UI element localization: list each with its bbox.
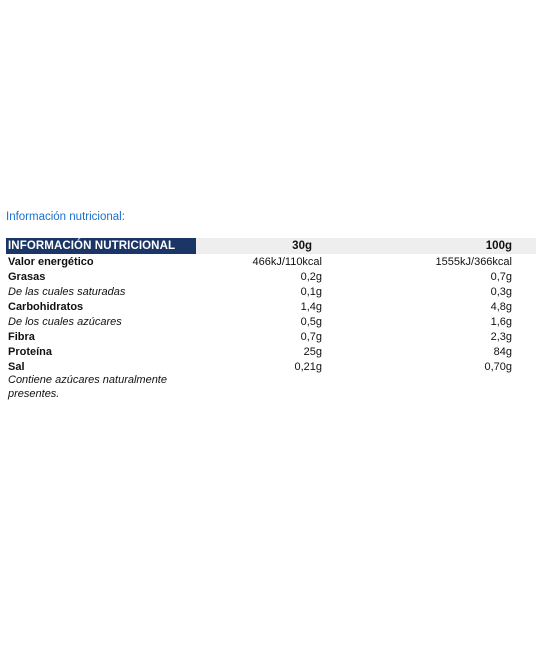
row-value-30g: 0,7g [300, 330, 322, 343]
table-row [6, 254, 536, 269]
row-value-30g: 466kJ/110kcal [252, 255, 322, 268]
row-label: De los cuales azúcares [8, 315, 122, 328]
row-value-30g: 25g [303, 345, 322, 358]
row-value-100g: 0,3g [490, 285, 512, 298]
nutrition-table [6, 238, 536, 401]
row-value-30g: 0,5g [300, 315, 322, 328]
row-value-100g: 2,3g [490, 330, 512, 343]
row-value-30g: 0,21g [294, 360, 322, 373]
row-value-100g: 84g [493, 345, 512, 358]
row-label: De las cuales saturadas [8, 285, 126, 298]
row-value-30g: 0,1g [300, 285, 322, 298]
header-label: INFORMACIÓN NUTRICIONAL [6, 238, 196, 254]
row-label: Grasas [8, 270, 46, 283]
table-row [6, 269, 536, 284]
header-col-30g: 30g [292, 240, 312, 252]
intro-heading: Información nutricional: [6, 211, 125, 223]
table-row [6, 284, 536, 299]
row-value-100g: 4,8g [490, 300, 512, 313]
table-row [6, 329, 536, 344]
footnote: Contiene azúcares naturalmente presentes. [8, 374, 167, 400]
table-header-row [6, 238, 536, 254]
table-row [6, 359, 536, 374]
row-value-100g: 1555kJ/366kcal [435, 255, 512, 268]
row-label: Carbohidratos [8, 300, 84, 313]
table-row [6, 299, 536, 314]
row-value-100g: 0,70g [484, 360, 512, 373]
row-label: Fibra [8, 330, 35, 343]
row-label: Proteína [8, 345, 53, 358]
row-value-30g: 0,2g [300, 270, 322, 283]
header-col-100g: 100g [485, 240, 512, 252]
table-row [6, 344, 536, 359]
row-label: Valor energético [8, 255, 94, 268]
row-value-100g: 0,7g [490, 270, 512, 283]
row-label: Sal [8, 360, 25, 373]
table-row [6, 314, 536, 329]
row-value-100g: 1,6g [490, 315, 512, 328]
row-value-30g: 1,4g [300, 300, 322, 313]
